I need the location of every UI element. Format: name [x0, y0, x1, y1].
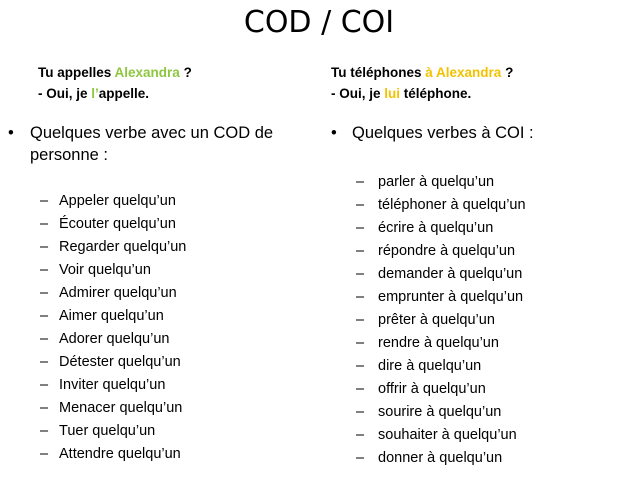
example-text: ? [179, 65, 192, 80]
example-text: ? [501, 65, 514, 80]
cod-verb-list [40, 190, 186, 466]
list-item-text: rendre à quelqu’un [378, 335, 499, 351]
list-item [356, 194, 526, 217]
dash-icon: – [356, 243, 365, 259]
list-item [40, 420, 186, 443]
list-item [40, 236, 186, 259]
coi-verb-list [356, 171, 526, 470]
dash-icon: – [356, 404, 365, 420]
example-text: Tu appelles [38, 65, 115, 80]
list-item [356, 401, 526, 424]
dash-icon: – [40, 262, 49, 278]
list-item [356, 424, 526, 447]
list-item [40, 282, 186, 305]
list-item [40, 374, 186, 397]
list-item [40, 397, 186, 420]
dash-icon: – [356, 289, 365, 305]
dash-icon: – [356, 450, 365, 466]
list-item-text: Appeler quelqu’un [59, 193, 176, 209]
list-item-text: Attendre quelqu’un [59, 446, 181, 462]
list-item-text: Tuer quelqu’un [59, 423, 156, 439]
list-item-text: emprunter à quelqu’un [378, 289, 524, 305]
list-item [356, 332, 526, 355]
list-item-text: souhaiter à quelqu’un [378, 427, 517, 443]
list-item-text: écrire à quelqu’un [378, 220, 494, 236]
example-highlight: lui [384, 86, 401, 101]
list-item [356, 447, 526, 470]
list-item [356, 286, 526, 309]
list-item-text: Adorer quelqu’un [59, 331, 170, 347]
list-item [40, 305, 186, 328]
example-text: - Oui, je [331, 86, 385, 101]
example-text: Tu téléphones [331, 65, 426, 80]
list-item-text: offrir à quelqu’un [378, 381, 486, 397]
bullet-icon: • [331, 124, 337, 142]
coi-bullet-text: Quelques verbes à COI : [352, 124, 534, 142]
dash-icon: – [40, 308, 49, 324]
dash-icon: – [356, 197, 365, 213]
page-title: COD / COI [243, 5, 395, 40]
example-highlight: à Alexandra [425, 65, 502, 80]
coi-bullet [331, 122, 631, 144]
list-item-text: Menacer quelqu’un [59, 400, 183, 416]
list-item-text: Aimer quelqu’un [59, 308, 164, 324]
list-item-text: répondre à quelqu’un [378, 243, 516, 259]
example-text: appelle. [98, 86, 150, 101]
dash-icon: – [356, 335, 365, 351]
dash-icon: – [40, 423, 49, 439]
example-text: téléphone. [400, 86, 472, 101]
dash-icon: – [40, 331, 49, 347]
dash-icon: – [40, 400, 49, 416]
list-item [356, 263, 526, 286]
list-item [40, 443, 186, 466]
dash-icon: – [356, 174, 365, 190]
list-item [40, 259, 186, 282]
list-item-text: parler à quelqu’un [378, 174, 495, 190]
dash-icon: – [356, 427, 365, 443]
dash-icon: – [356, 358, 365, 374]
list-item-text: Admirer quelqu’un [59, 285, 177, 301]
example-highlight: Alexandra [114, 65, 180, 80]
list-item-text: donner à quelqu’un [378, 450, 503, 466]
list-item-text: dire à quelqu’un [378, 358, 482, 374]
example-text: - Oui, je [38, 86, 92, 101]
dash-icon: – [40, 193, 49, 209]
dash-icon: – [356, 381, 365, 397]
list-item [356, 355, 526, 378]
cod-example-answer [38, 83, 192, 104]
example-highlight: l’ [91, 86, 99, 101]
cod-example-question [38, 62, 192, 83]
list-item [40, 213, 186, 236]
list-item-text: Regarder quelqu’un [59, 239, 187, 255]
list-item [356, 217, 526, 240]
list-item [40, 328, 186, 351]
cod-bullet-text: Quelques verbe avec un COD de personne : [30, 124, 274, 164]
list-item [356, 240, 526, 263]
coi-example-answer [331, 83, 513, 104]
list-item-text: téléphoner à quelqu’un [378, 197, 526, 213]
list-item-text: Écouter quelqu’un [59, 216, 176, 232]
cod-bullet [8, 122, 308, 166]
dash-icon: – [40, 446, 49, 462]
dash-icon: – [356, 312, 365, 328]
cod-example [38, 62, 192, 104]
list-item [356, 171, 526, 194]
list-item-text: demander à quelqu’un [378, 266, 523, 282]
coi-example-question [331, 62, 513, 83]
list-item-text: Voir quelqu’un [59, 262, 151, 278]
list-item [356, 309, 526, 332]
dash-icon: – [40, 377, 49, 393]
list-item [40, 351, 186, 374]
list-item-text: Inviter quelqu’un [59, 377, 166, 393]
dash-icon: – [40, 216, 49, 232]
coi-example [331, 62, 513, 104]
dash-icon: – [40, 285, 49, 301]
list-item-text: prêter à quelqu’un [378, 312, 495, 328]
bullet-icon: • [8, 124, 14, 142]
dash-icon: – [356, 220, 365, 236]
dash-icon: – [356, 266, 365, 282]
list-item [40, 190, 186, 213]
list-item-text: sourire à quelqu’un [378, 404, 502, 420]
list-item [356, 378, 526, 401]
list-item-text: Détester quelqu’un [59, 354, 181, 370]
dash-icon: – [40, 239, 49, 255]
dash-icon: – [40, 354, 49, 370]
